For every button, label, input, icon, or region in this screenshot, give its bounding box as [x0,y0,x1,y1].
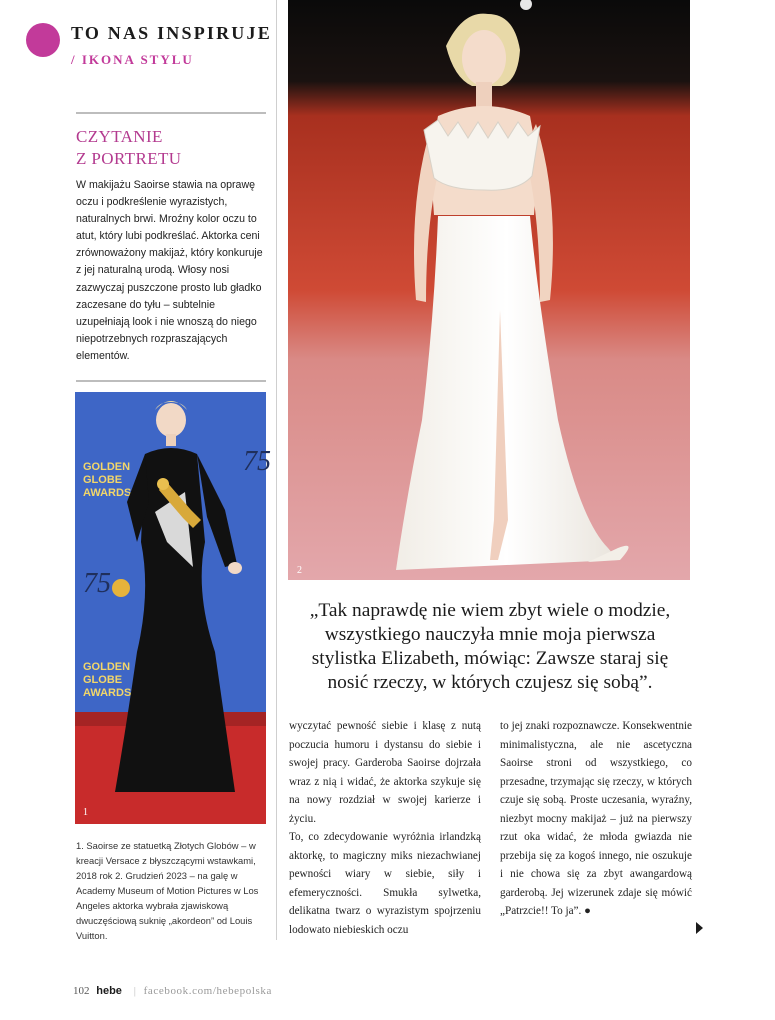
box-title [76,126,266,170]
body-paragraph: wyczytać pewność siebie i klasę z nutą poczucia humoru i dystansu do siebie i swojej pracy. Garderoba Saoirse dojrzała wraz z nią i widać, że aktorka szykuje się na nowy rozdział w swojej karierze i życiu. [289,720,481,825]
svg-text:GLOBE: GLOBE [83,474,123,486]
svg-text:GLOBE: GLOBE [83,674,123,686]
svg-text:AWARDS: AWARDS [83,687,132,699]
pull-quote: „Tak naprawdę nie wiem zbyt wiele o modzie, wszystkiego nauczyła mnie moja pierwsza stylistka Elizabeth, mówiąc: Zawsze staraj się nosić rzeczy, w których czujesz się sobą”. [309,600,671,693]
box-title-line1: CZYTANIE [76,127,163,146]
continue-arrow-icon [696,922,703,934]
photo-golden-globes [75,392,271,824]
photo-main-illustration [288,0,690,580]
body-column-1 [289,717,481,939]
photo-main-gala [288,0,690,580]
body-paragraph: to jej znaki rozpoznawcze. Konsekwentnie minimalistyczna, ale nie ascetyczna Saoirse stroni od wszystkiego, co przesadne, trzymając się rzeczy, w których czuje się sobą. Proste uczesania, wyraźny, niezbyt mocny makijaż – już na pierwszy rzut oka widać, że młoda gwiazda nie przebija się za kogoś innego, nie oszukuje i nie chowa się za zbyt awangardową garderobą. Jej wizerunek zdaje się mówić „Patrzcie!! To ja”. ● [500,720,692,917]
footer-separator: | [133,985,136,997]
backdrop-75: 75 [83,568,111,599]
body-paragraph: To, co zdecydowanie wyróżnia irlandzką aktorkę, to magiczny miks niezachwianej pewności wiary w siebie, siły i efemeryczności. Smukła sylwetka, delikatna twarz o wyrazistym spojrzeniu lodowato niebieskich oczu [289,831,481,936]
backdrop-text-1: GOLDEN [83,461,131,473]
accent-dot [26,23,60,57]
footer-url[interactable]: facebook.com/hebepolska [143,985,272,997]
photo-caption: 1. Saoirse ze statuetką Złotych Globów – w kreacji Versace z błyszczącymi wstawkami, 2018 rok 2. Grudzień 2023 – na galę w Academy Museum of Motion Pictures w Los Angeles aktorka wybrała zjawiskową dwuczęściową suknię „akordeon” od Louis Vuitton. [76,840,259,941]
column-divider [276,0,277,940]
photo-number-1: 1 [83,807,88,818]
section-title: TO NAS INSPIRUJE [71,23,272,43]
svg-text:GOLDEN: GOLDEN [83,661,131,673]
photo-number-2: 2 [297,565,302,576]
box-top-rule [76,112,266,114]
photo-golden-globes-illustration [75,392,271,824]
brand-logo: hebe [96,985,122,997]
page-footer [73,985,272,997]
page-number: 102 [73,985,90,997]
box-bottom-rule [76,380,266,382]
svg-text:AWARDS: AWARDS [83,487,132,499]
box-title-line2: Z PORTRETU [76,149,182,168]
svg-text:75: 75 [243,446,271,477]
box-text: W makijażu Saoirse stawia na oprawę oczu i podkreślenie wyrazistych, naturalnych brwi. Mroźny kolor oczu to atut, który lubi podkreślać. Aktorka ceni zrównoważony makijaż, który konkuruje z jej naturalną urodą. Włosy nosi zazwyczaj puszczone prosto lub gładko zaczesane do tyłu – subtelnie uzupełniają look i nie wnoszą do niego niepotrzebnych rozpraszających elementów. [76,179,263,362]
section-subtitle: / IKONA STYLU [71,52,194,67]
body-column-2 [500,717,692,921]
